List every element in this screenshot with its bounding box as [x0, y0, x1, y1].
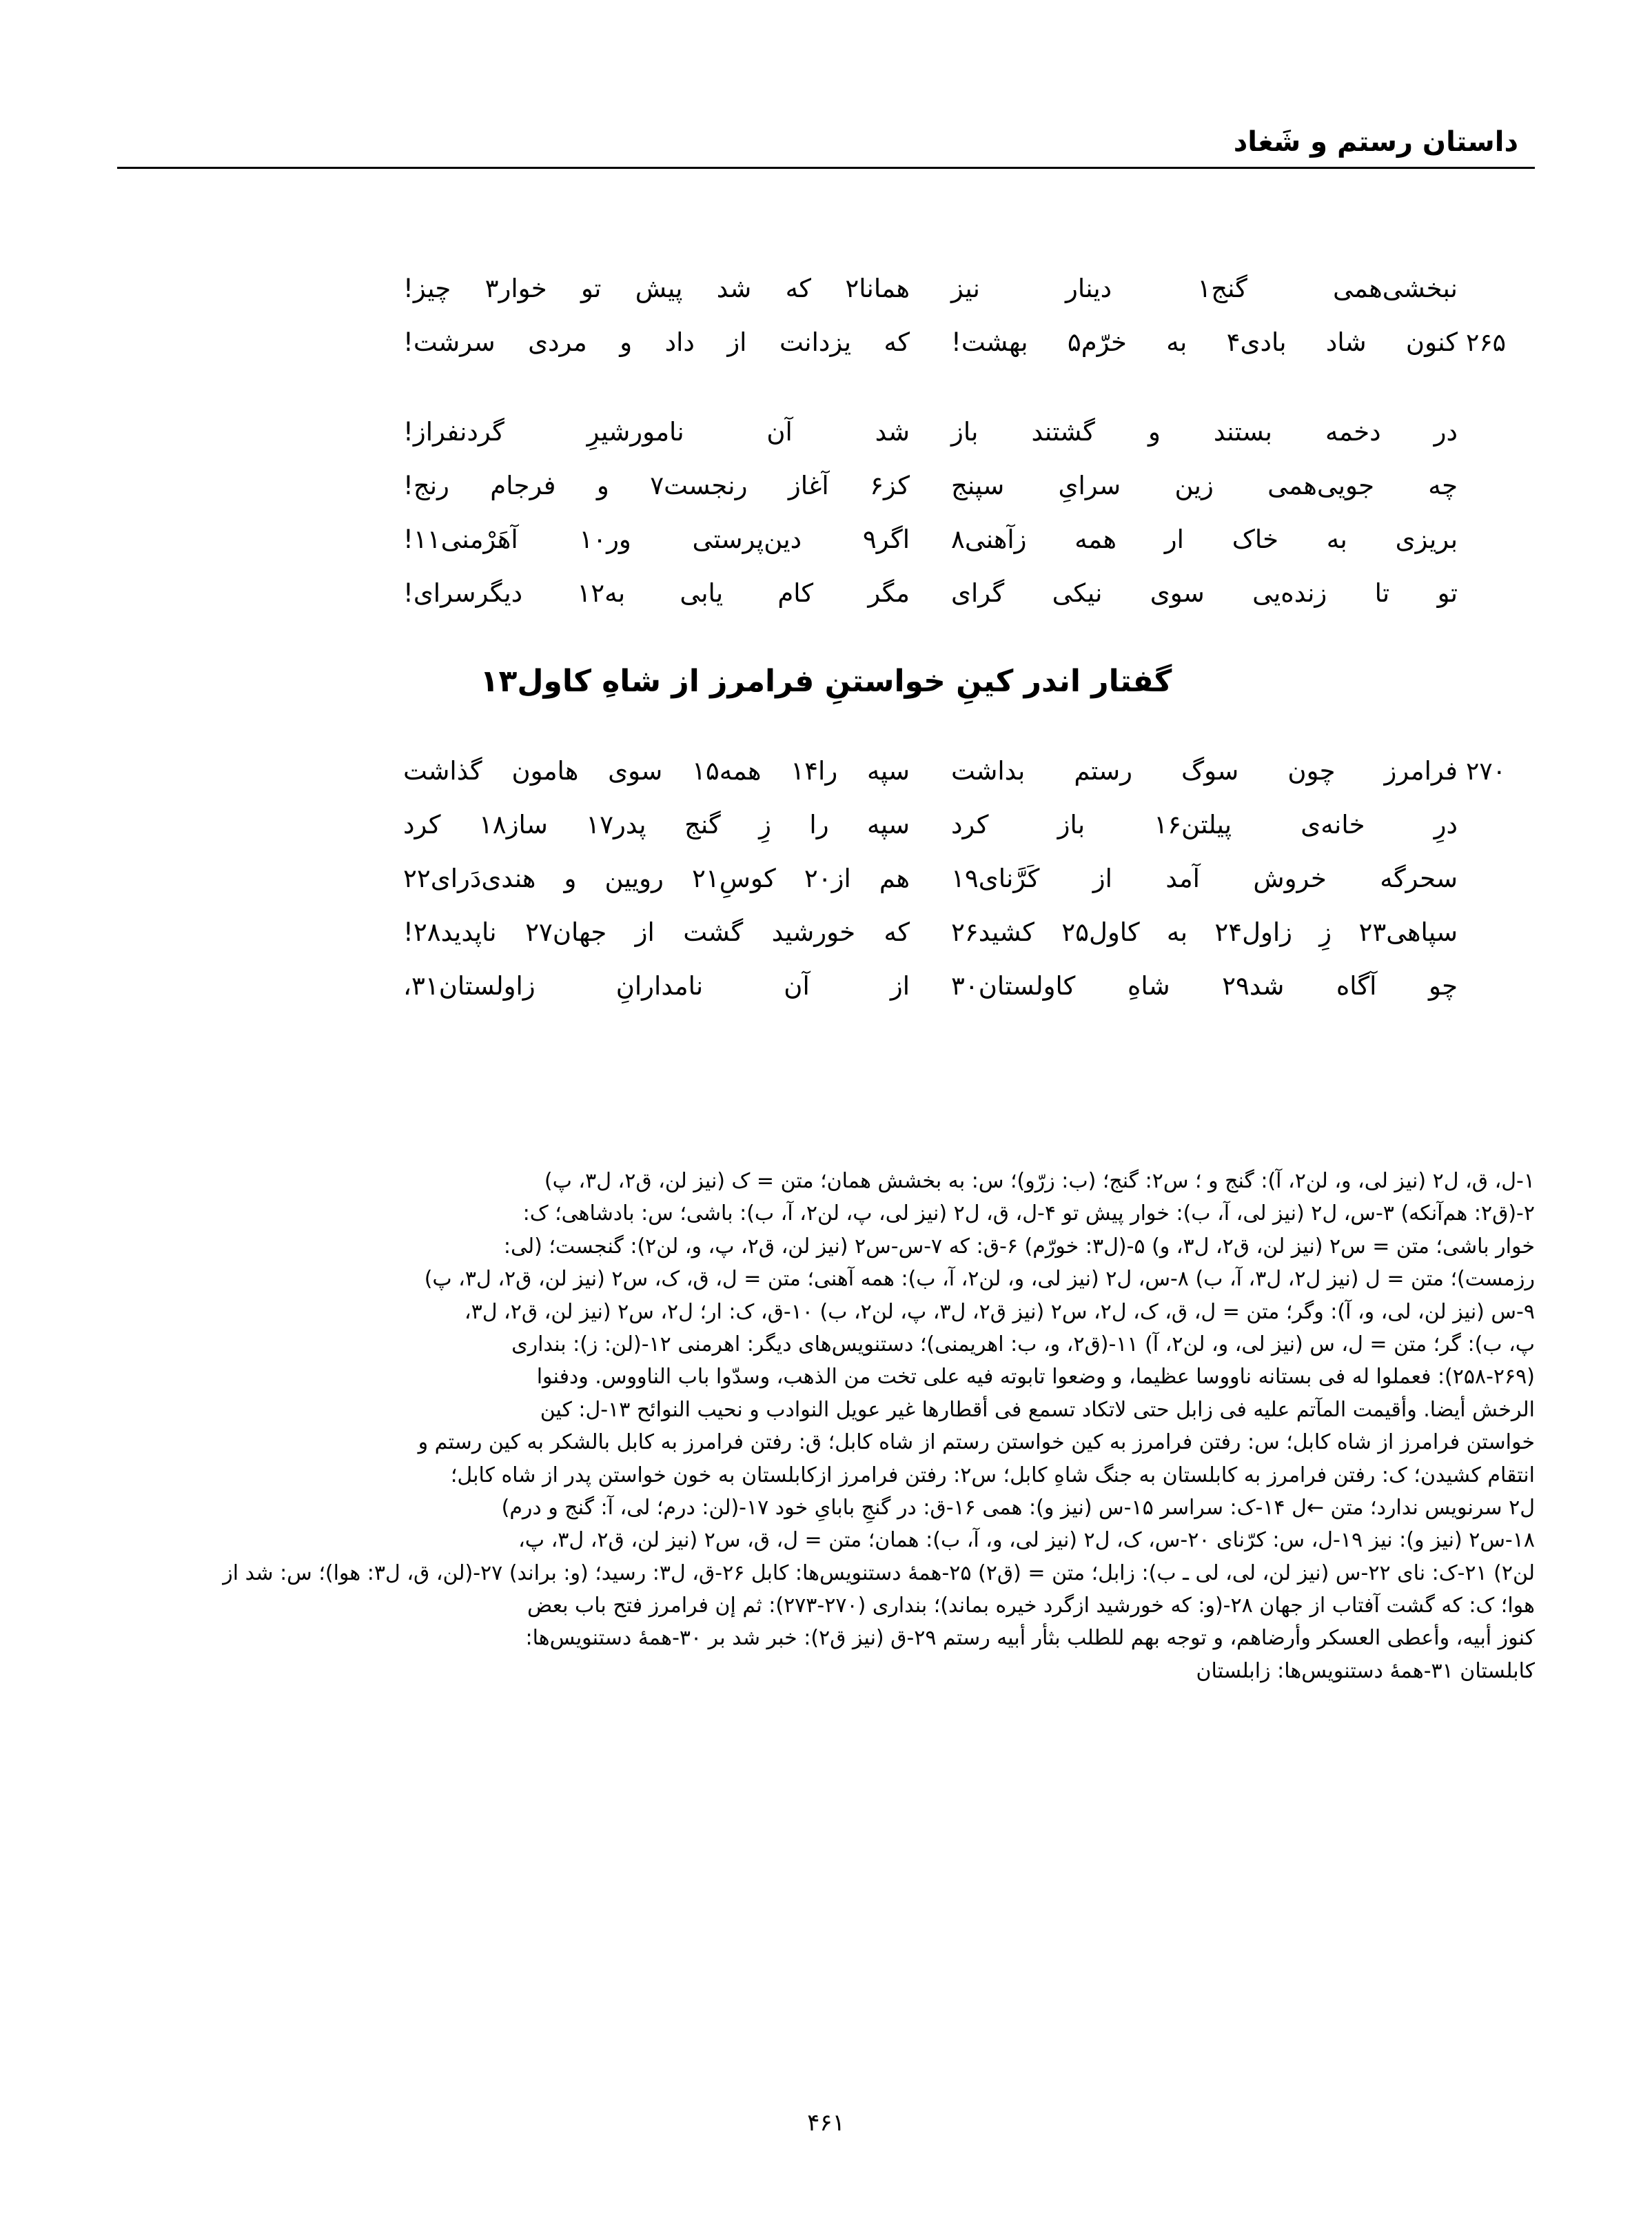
apparatus-line: ل۲ سرنویس ندارد؛ متن ←ل ۱۴-ک: سراسر ۱۵-س (نیز و): همی ۱۶-ق: در گنجِ بابایِ خود ۱۷-(لن: درم؛ لی، آ: گنج و درم) [501, 1495, 1535, 1520]
hemistich-second: اگر۹ دین‌پرستی ور۱۰ آهَرْمنی۱۱! [403, 525, 910, 554]
apparatus-line: خوار باشی؛ متن = س۲ (نیز لن، ق۲، ل۳، و) ۵-(ل۳: خورّم) ۶-ق: که ۷-س-س۲ (نیز لن، ق۲، پ، و، لن۲): گنجست؛ (لی: [503, 1234, 1535, 1259]
hemistich-second: سپه را زِ گنج پدر۱۷ ساز۱۸ کرد [403, 810, 910, 839]
apparatus-line: انتقام کشیدن؛ ک: رفتن فرامرز به کابلستان به جنگ شاهِ کابل؛ س۲: رفتن فرامرز ازکابلستان به خون خواستن پدر از شاه کابل؛ [450, 1463, 1535, 1487]
verse-block-lower [117, 758, 1535, 1063]
section-heading: گفتار اندر کینِ خواستنِ فرامرز از شاهِ کاول۱۳ [480, 664, 1172, 699]
apparatus-line: هوا؛ ک: که گشت آفتاب از جهان ۲۸-(و: که خورشید ازگرد خیره بماند)؛ بنداری (۲۷۰-۲۷۳): ثم إن فرامرز فتح باب بعض [527, 1594, 1535, 1618]
verse-line [117, 329, 1535, 383]
running-title: داستان رستم و شَغاد [1233, 126, 1518, 158]
verse-line [117, 812, 1535, 866]
hemistich-first: درِ خانه‌ی پیلتن۱۶ باز کرد [951, 810, 1458, 839]
verse-line [117, 527, 1535, 580]
verse-line [117, 276, 1535, 329]
hemistich-first: بریزی به خاک ار همه زآهنی۸ [951, 525, 1458, 554]
apparatus-line: الرخش أیضا. وأقیمت المآتم علیه فی زابل حتی لاتکاد تسمع فی أقطارها غیر عویل النوادب و نحیب النوائح ۱۳-ل: کین [540, 1397, 1535, 1422]
apparatus-line: رزمست)؛ متن = ل (نیز ل۲، ل۳، آ، ب) ۸-س، ل۲ (نیز لی، و، لن۲، آ، ب): همه آهنی؛ متن = ل، ق، ک، س۲ (نیز لن، ق۲، ل۳، پ) [424, 1267, 1535, 1292]
hemistich-first: چو آگاه شد۲۹ شاهِ کاولستان۳۰ [951, 971, 1458, 1001]
hemistich-first: نبخشی‌همی گنج۱ دینار نیز [951, 274, 1458, 303]
verse-line [117, 758, 1535, 812]
verse-line [117, 866, 1535, 919]
hemistich-first: سپاهی۲۳ زِ زاول۲۴ به کاول۲۵ کشید۲۶ [951, 917, 1458, 947]
hemistich-second: سپه را۱۴ همه۱۵ سوی هامون گذاشت [403, 756, 910, 786]
verse-line [117, 419, 1535, 473]
verse-line [117, 473, 1535, 527]
apparatus-line: ۹-س (نیز لن، لی، و، آ): وگر؛ متن = ل، ق، ک، ل۲، س۲ (نیز ق۲، ل۳، پ، لن۲، ب) ۱۰-ق، ک: ار؛ ل۲، س۲ (نیز لن، ق۲، ل۳، [464, 1299, 1535, 1324]
hemistich-first: تو تا زنده‌یی سوی نیکی گرای [951, 578, 1458, 608]
verse-line [117, 919, 1535, 973]
apparatus-line: ۲-(ق۲: هم‌آنکه) ۳-س، ل۲ (نیز لی، آ، ب): خوار پیش تو ۴-ل، ق، ل۲ (نیز لی، پ، لن۲، آ، ب): باشی؛ س: بادشاهی؛ ک: [522, 1201, 1535, 1226]
running-head [117, 124, 1535, 169]
hemistich-first: در دخمه بستند و گشتند باز [951, 417, 1458, 447]
hemistich-first: فرامرز چون سوگ رستم بداشت [951, 756, 1458, 786]
apparatus-line: ۱۸-س۲ (نیز و): نیز ۱۹-ل، س: کرّنای ۲۰-س، ک، ل۲ (نیز لی، و، آ، ب): همان؛ متن = ل، ق، س۲ (نیز لن، ق۲، ل۳، پ، [518, 1528, 1535, 1553]
couplet-group [117, 276, 1535, 383]
apparatus-line: خواستن فرامرز از شاه کابل؛ س: رفتن فرامرز به کین خواستن رستم از شاه کابل؛ ق: رفتن فرامرز به کابل بالشکر به کین رستم و [418, 1430, 1535, 1455]
hemistich-second: که خورشید گشت از جهان۲۷ ناپدید۲۸! [403, 917, 910, 947]
verse-line [117, 580, 1535, 634]
apparatus-line: لن۲) ۲۱-ک: نای ۲۲-س (نیز لن، لی، لی ـ ب): زابل؛ متن = (ق۲) ۲۵-همهٔ دستنویس‌ها: کابل ۲۶-ق، ل۳: رسید؛ (و: براند) ۲۷-(لن، ق، ل۳: هوا)؛ س: شد از [223, 1560, 1535, 1585]
verse-line [117, 973, 1535, 1027]
hemistich-first: چه جویی‌همی زین سرایِ سپنج [951, 471, 1458, 500]
critical-apparatus [117, 1165, 1535, 1687]
apparatus-line: کابلستان ۳۱-همهٔ دستنویس‌ها: زابلستان [1196, 1658, 1535, 1683]
header-rule [117, 167, 1535, 169]
hemistich-first: کنون شاد بادی۴ به خرّم۵ بهشت! [951, 327, 1458, 357]
hemistich-second: شد آن نامورشیرِ گردنفراز! [403, 417, 910, 447]
hemistich-second: هم از۲۰ کوسِ۲۱ رویین و هندی‌دَرای۲۲ [403, 864, 910, 893]
verse-number: ۲۶۵ [1466, 329, 1507, 357]
apparatus-line: پ، ب): گر؛ متن = ل، س (نیز لی، و، لن۲، آ) ۱۱-(ق۲، و، ب: اهریمنی)؛ دستنویس‌های دیگر: اهرمنی ۱۲-(لن: ز): بنداری [511, 1332, 1535, 1356]
hemistich-second: مگر کام یابی به۱۲ دیگرسرای! [403, 578, 910, 608]
verse-number: ۲۷۰ [1466, 757, 1507, 786]
hemistich-second: کز۶ آغاز رنجست۷ و فرجام رنج! [403, 471, 910, 500]
couplet-group [117, 419, 1535, 634]
couplet-group [117, 758, 1535, 1027]
apparatus-line: ۱-ل، ق، ل۲ (نیز لی، و، لن۲، آ): گنج و ؛ س۲: گنج؛ (ب: زرّو)؛ س: به بخشش همان؛ متن = ک (نیز لن، ق۲، ل۳، پ) [544, 1169, 1535, 1193]
apparatus-line: کنوز أبیه، وأعطی العسکر وأرضاهم، و توجه بهم للطلب بثأر أبیه رستم ۲۹-ق (نیز ق۲): خبر شد بر ۳۰-همهٔ دستنویس‌ها: [525, 1626, 1535, 1651]
hemistich-second: همانا۲ که شد پیش تو خوار۳ چیز! [403, 274, 910, 303]
apparatus-line: (۲۵۸-۲۶۹): فعملوا له فی بستانه ناووسا عظیما، و وضعوا تابوته فیه علی تخت من الذهب، وسدّوا باب الناووس. ودفنوا [536, 1365, 1535, 1390]
hemistich-second: از آن نامدارانِ زاولستان۳۱، [403, 971, 910, 1001]
verse-block-upper [117, 276, 1535, 670]
hemistich-second: که یزدانت از داد و مردی سرشت! [403, 327, 910, 357]
hemistich-first: سحرگه خروش آمد از کَرَّنای۱۹ [951, 864, 1458, 893]
folio-number: ۴۶۱ [807, 2109, 845, 2137]
